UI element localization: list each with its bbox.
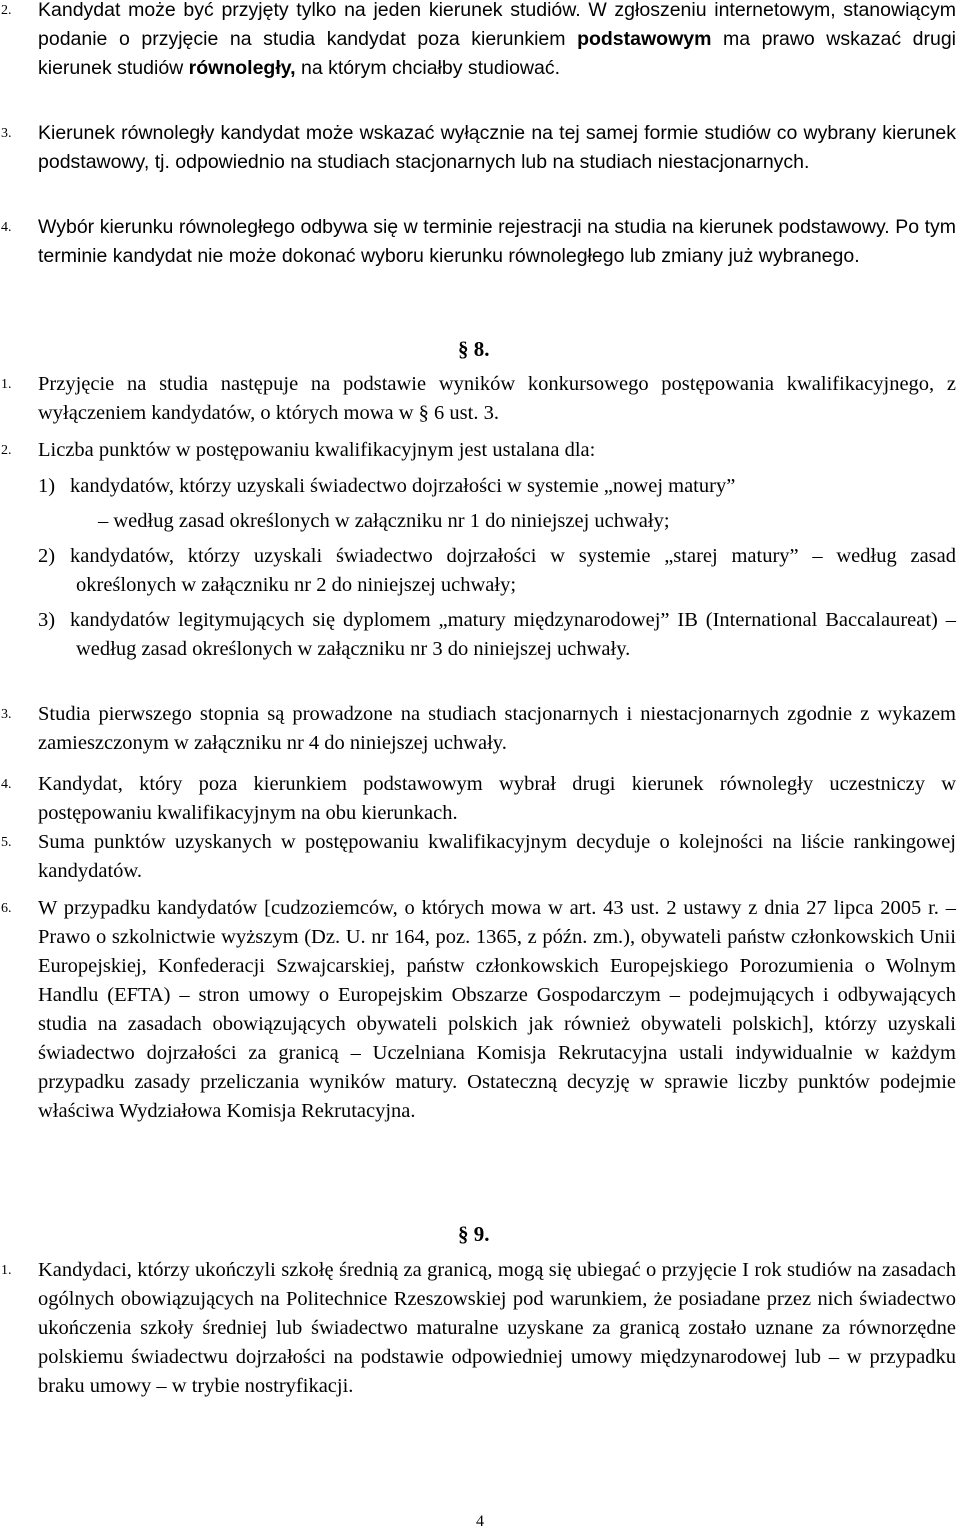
subitem-label: 3) — [38, 609, 56, 631]
item-number: 2. — [1, 3, 12, 18]
s8-item-1 — [0, 370, 956, 428]
subitem-text: kandydatów, którzy uzyskali świadectwo dojrzałości w systemie „starej matury” – według zasad określonych w załączniku nr 2 do niniejszej uchwały; — [70, 545, 956, 596]
item-text: Kandydat może być przyjęty tylko na jeden kierunek studiów. W zgłoszeniu internetowym, stanowiącym podanie o przyjęcie na studia kandydat poza kierunkiem podstawowym ma prawo wskazać drugi kierunek studiów równoległy, na którym chciałby studiować. — [38, 0, 956, 79]
s7-item-4 — [0, 213, 956, 271]
item-text: Kierunek równoległy kandydat może wskazać wyłącznie na tej samej formie studiów co wybrany kierunek podstawowy, tj. odpowiednio na studiach stacjonarnych lub na studiach niestacjonarnych. — [38, 122, 956, 173]
item-number: 4. — [1, 220, 12, 235]
s8-subitem-1 — [38, 472, 956, 536]
bold-term: równoległy, — [188, 57, 296, 79]
item-text: Liczba punktów w postępowaniu kwalifikacyjnym jest ustalana dla: — [38, 439, 596, 461]
s8-subitem-3 — [38, 606, 956, 664]
item-text: Suma punktów uzyskanych w postępowaniu kwalifikacyjnym decyduje o kolejności na liście rankingowej kandydatów. — [38, 831, 956, 882]
bold-term: podstawowym — [577, 28, 712, 50]
item-number: 3. — [1, 707, 12, 722]
item-number: 1. — [1, 377, 12, 392]
item-number: 5. — [1, 835, 12, 850]
item-text: Studia pierwszego stopnia są prowadzone na studiach stacjonarnych i niestacjonarnych zgodnie z wykazem zamieszczonym w załączniku nr 4 do niniejszej uchwały. — [38, 703, 956, 754]
s7-item-3 — [0, 119, 956, 177]
item-text: Przyjęcie na studia następuje na podstawie wyników konkursowego postępowania kwalifikacyjnego, z wyłączeniem kandydatów, o których mowa w § 6 ust. 3. — [38, 373, 956, 424]
item-number: 3. — [1, 126, 12, 141]
s8-item-4 — [0, 770, 956, 828]
page-number: 4 — [476, 1513, 484, 1530]
s8-item-3 — [0, 700, 956, 758]
item-number: 2. — [1, 443, 12, 458]
s8-item-2 — [0, 436, 956, 465]
s7-item-2 — [0, 0, 956, 83]
section-heading-8: § 8. — [458, 337, 490, 361]
item-text: Kandydaci, którzy ukończyli szkołę średnią za granicą, mogą się ubiegać o przyjęcie I rok studiów na zasadach ogólnych obowiązujących na Politechnice Rzeszowskiej pod warunkiem, że posiadane przez nich świadectwo ukończenia szkoły średniej lub świadectwo maturalne uzyskane za granicą zostało uznane za równorzędne polskiemu świadectwu dojrzałości na podstawie odpowiedniej umowy międzynarodowej lub – w przypadku braku umowy – w trybie nostryfikacji. — [38, 1259, 956, 1397]
item-text: Wybór kierunku równoległego odbywa się w terminie rejestracji na studia na kierunek podstawowy. Po tym terminie kandydat nie może dokonać wyboru kierunku równoległego lub zmiany już wybranego. — [38, 216, 956, 267]
subitem-label: 1) — [38, 475, 56, 497]
subitem-line: – według zasad określonych w załączniku nr 1 do niniejszej uchwały; — [98, 510, 670, 532]
s9-item-1 — [0, 1256, 956, 1401]
s8-item-6 — [0, 894, 956, 1126]
section-heading-9: § 9. — [458, 1222, 490, 1246]
s8-item-5 — [0, 828, 956, 886]
subitem-text: kandydatów legitymujących się dyplomem „matury międzynarodowej” IB (International Baccalaureat) – według zasad określonych w załączniku nr 3 do niniejszej uchwały. — [70, 609, 956, 660]
subitem-label: 2) — [38, 545, 56, 567]
s8-subitem-2 — [38, 542, 956, 600]
item-number: 4. — [1, 777, 12, 792]
item-number: 6. — [1, 901, 12, 916]
item-text: W przypadku kandydatów [cudzoziemców, o których mowa w art. 43 ust. 2 ustawy z dnia 27 lipca 2005 r. – Prawo o szkolnictwie wyższym (Dz. U. nr 164, poz. 1365, z późn. zm.), obywateli państw członkowskich Unii Europejskiej, Konfederacji Szwajcarskiej, państw członkowskich Europejskiego Porozumienia o Wolnym Handlu (EFTA) – stron umowy o Europejskim Obszarze Gospodarczym – podejmujących i odbywających studia na zasadach obowiązujących obywateli polskich jak również obywateli polskich], którzy uzyskali świadectwo dojrzałości za granicą – Uczelniana Komisja Rekrutacyjna ustali indywidualnie w każdym przypadku zasady przeliczania wyników matury. Ostateczną decyzję w sprawie liczby punktów podejmie właściwa Wydziałowa Komisja Rekrutacyjna. — [38, 897, 956, 1122]
item-number: 1. — [1, 1263, 12, 1278]
subitem-line: kandydatów, którzy uzyskali świadectwo dojrzałości w systemie „nowej matury” — [70, 475, 736, 497]
item-text: Kandydat, który poza kierunkiem podstawowym wybrał drugi kierunek równoległy uczestniczy w postępowaniu kwalifikacyjnym na obu kierunkach. — [38, 773, 956, 824]
